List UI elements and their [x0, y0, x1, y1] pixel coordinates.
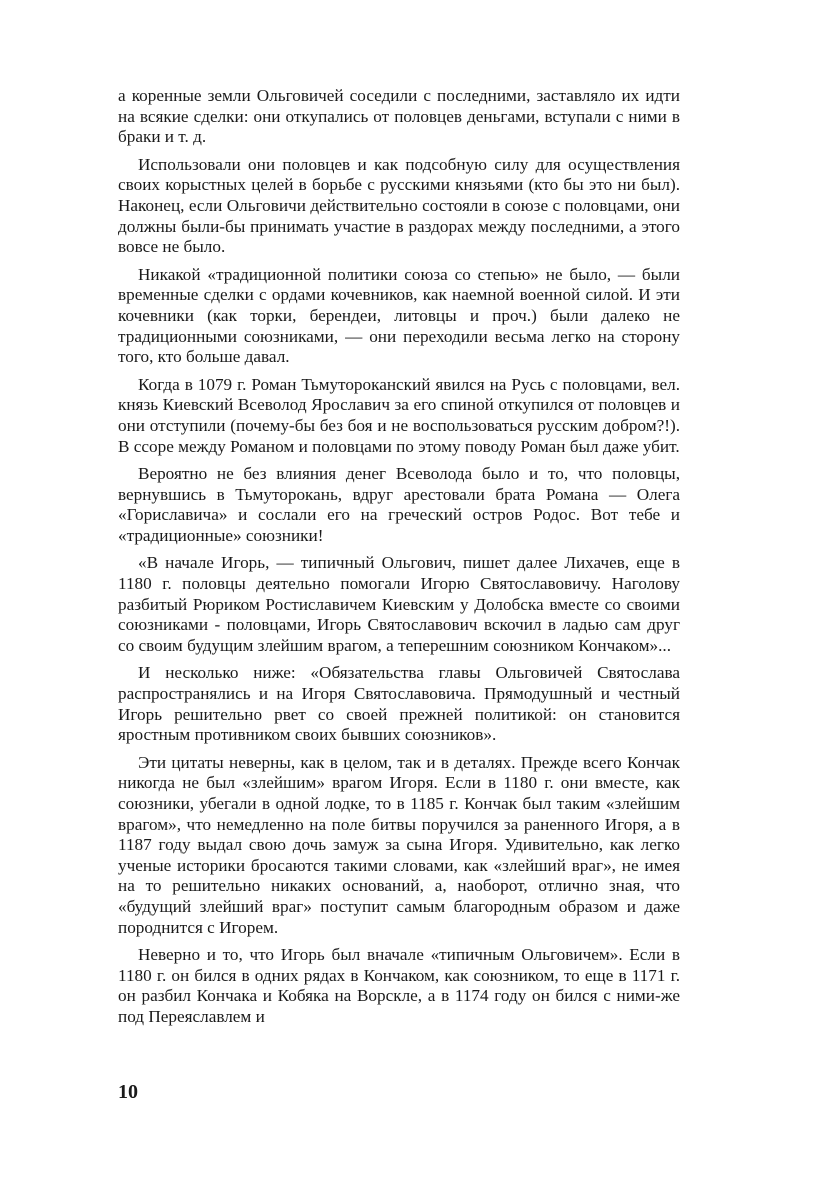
page-number: 10: [118, 1081, 138, 1103]
paragraph-8: Эти цитаты неверны, как в целом, так и в деталях. Прежде всего Кончак никогда не был «злейшим» врагом Игоря. Если в 1180 г. они вместе, как союзники, убегали в одной лодке, то в 1185 г. Кончак был таким «злейшим врагом», что немедленно на поле битвы поручился за раненного Игоря, а в 1187 году выдал свою дочь замуж за сына Игоря. Удивительно, как легко ученые историки бросаются такими словами, как «злейший враг», не имея на то решительно никаких оснований, а, наоборот, отлично зная, что «будущий злейший враг» поступит самым благородным образом и даже породнится с Игорем.: [118, 752, 680, 937]
paragraph-6: «В начале Игорь, — типичный Ольгович, пишет далее Лихачев, еще в 1180 г. половцы деятельно помогали Игорю Святославовичу. Наголову разбитый Рюриком Ростиславичем Киевским у Долобска вместе со своими союзниками - половцами, Игорь Святославович вскочил в ладью сам друг со своим будущим злейшим врагом, а теперешним союзником Кончаком»...: [118, 553, 680, 655]
paragraph-9: Неверно и то, что Игорь был вначале «типичным Ольговичем». Если в 1180 г. он бился в одних рядах в Кончаком, как союзником, то еще в 1171 г. он разбил Кончака и Кобяка на Ворскле, а в 1174 году он бился с ними-же под Переяславлем и: [118, 945, 680, 1026]
paragraph-4: Когда в 1079 г. Роман Тьмутороканский явился на Русь с половцами, вел. князь Киевский Всеволод Ярославич за его спиной откупился от половцев и они отступили (почему-бы без боя и не воспользоваться русским добром?!). В ссоре между Романом и половцами по этому поводу Роман был даже убит.: [118, 374, 680, 456]
paragraph-1: а коренные земли Ольговичей соседили с последними, заставляло их идти на всякие сделки: они откупались от половцев деньгами, вступали с ними в браки и т. д.: [118, 86, 680, 147]
paragraph-2: Использовали они половцев и как подсобную силу для осуществления своих корыстных целей в борьбе с русскими князьями (кто бы это ни был). Наконец, если Ольговичи действительно состояли в союзе с половцами, они должны были-бы принимать участие в раздорах между последними, а этого вовсе не было.: [118, 154, 680, 257]
paragraph-3: Никакой «традиционной политики союза со степью» не было, — были временные сделки с ордами кочевников, как наемной военной силой. И эти кочевники (как торки, берендеи, литовцы и проч.) были далеко не традиционными союзниками, — они переходили весьма легко на сторону того, кто больше давал.: [118, 264, 680, 367]
page-body: [118, 86, 680, 1035]
paragraph-7: И несколько ниже: «Обязательства главы Ольговичей Святослава распространялись и на Игоря Святославовича. Прямодушный и честный Игорь решительно рвет со своей прежней политикой: он становится яростным противником своих бывших союзников».: [118, 663, 680, 745]
paragraph-5: Вероятно не без влияния денег Всеволода было и то, что половцы, вернувшись в Тьмуторокань, вдруг арестовали брата Романа — Олега «Гориславича» и сослали его на греческий остров Родос. Вот тебе и «традиционные» союзники!: [118, 464, 680, 545]
